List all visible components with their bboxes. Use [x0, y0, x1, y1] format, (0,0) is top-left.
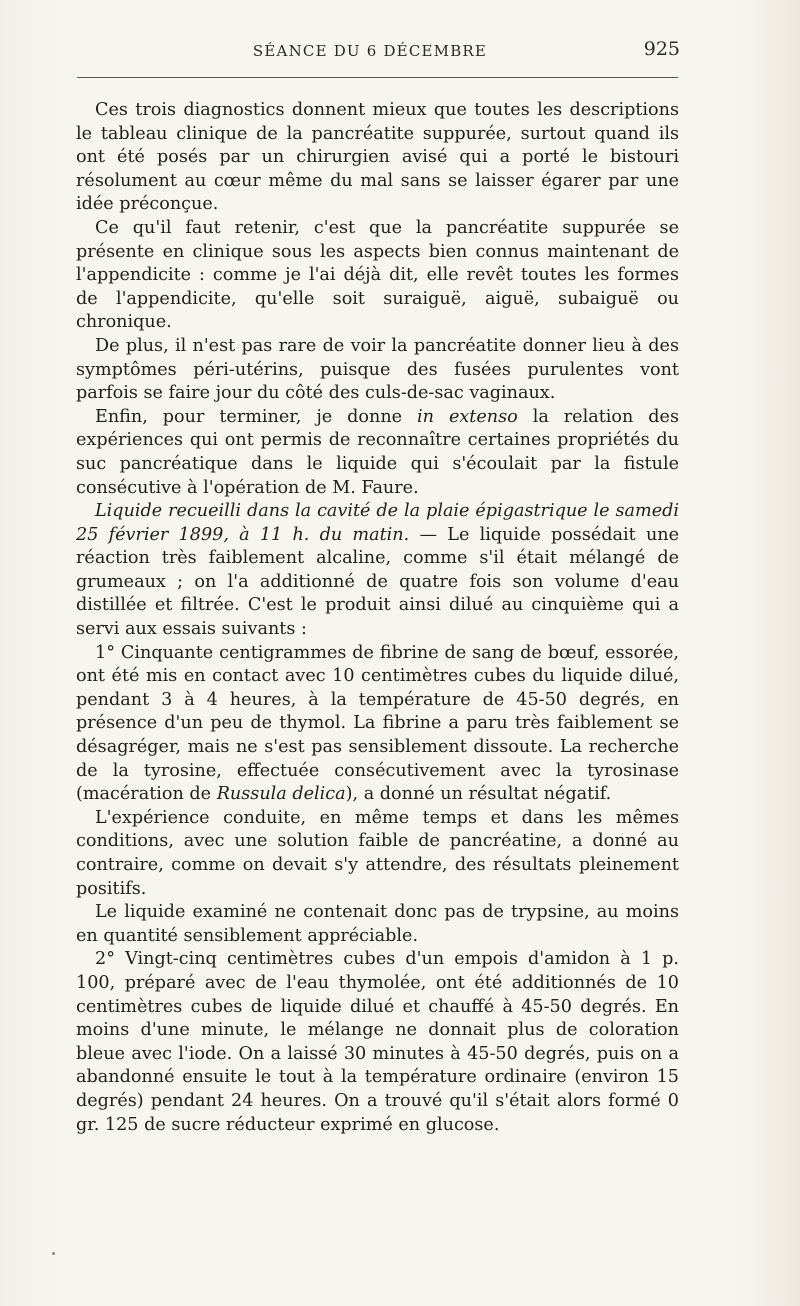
- in-extenso-phrase: in extenso: [417, 406, 518, 427]
- paragraph-experiences-text: Enfin, pour terminer, je donne: [95, 406, 403, 427]
- page-number: 925: [643, 38, 680, 60]
- paragraph-trypsine: Le liquide examiné ne contenait donc pas de trypsine, au moins en quantité sensiblement appréciable.: [76, 902, 679, 946]
- body-text: [76, 99, 679, 1137]
- fibrine-text: 1° Cinquante centigrammes de fibrine de sang de bœuf, essorée, ont été mis en contact avec 10 centimètres cubes du liquide dilué, pendant 3 à 4 heures, à la température de 45-50 degrés, en présence d'un peu de thymol. La fibrine a paru très faiblement se désagréger, mais ne s'est pas sensiblement dissoute. La recherche de la tyrosine, effectuée consécutivement avec la tyrosinase (macération de: [76, 642, 679, 805]
- paragraph-amidon: 2° Vingt-cinq centimètres cubes d'un empois d'amidon à 1 p. 100, préparé avec de l'eau thymolée, ont été additionnés de 10 centimètres cubes de liquide dilué et chauffé à 45-50 degrés. En moins d'une minute, le mélange ne donnait plus de coloration bleue avec l'iode. On a laissé 30 minutes à 45-50 degrés, puis on a abandonné ensuite le tout à la température ordinaire (environ 15 degrés) pendant 24 heures. On a trouvé qu'il s'était alors formé 0 gr. 125 de sucre réducteur exprimé en glucose.: [76, 949, 679, 1135]
- paragraph-fibrine: [76, 642, 679, 807]
- paragraph-experiences-continuation: la relation des expériences qui ont permis de reconnaître certaines propriétés du suc pancréatique dans le liquide qui s'écoulait par la fistule consécutive à l'opération de M. Faure.: [76, 406, 679, 498]
- russula-delica-name: Russula delica: [216, 784, 346, 805]
- paragraph-experiences: [76, 406, 679, 500]
- paragraph-experience-conduite: L'expérience conduite, en même temps et dans les mêmes conditions, avec une solution faible de pancréatine, a donné au contraire, comme on devait s'y attendre, des résultats pleinement positifs.: [76, 807, 679, 899]
- paragraph-diagnostics: Ces trois diagnostics donnent mieux que toutes les descriptions le tableau clinique de la pancréatite suppurée, surtout quand ils ont été posés par un chirurgien avisé qui a porté le bistouri résolument au cœur même du mal sans se laisser égarer par une idée préconçue.: [76, 100, 679, 215]
- page-speck: [52, 1252, 55, 1255]
- liquide-heading: Liquide recueilli dans la cavité de la plaie épigastrique le samedi 25 février 1899, à 11 h. du matin.: [76, 501, 679, 545]
- header-rule: [77, 77, 678, 78]
- liquide-text: — Le liquide possédait une réaction très faiblement alcaline, comme s'il était mélangé de grumeaux ; on l'a additionné de quatre fois son volume d'eau distillée et filtrée. C'est le produit ainsi dilué au cinquième qui a servi aux essais suivants :: [76, 524, 680, 640]
- paragraph-retenir: Ce qu'il faut retenir, c'est que la pancréatite suppurée se présente en clinique sous les aspects bien connus maintenant de l'appendicite : comme je l'ai déjà dit, elle revêt toutes les formes de l'appendicite, qu'elle soit suraiguë, aiguë, subaiguë ou chronique.: [76, 217, 679, 333]
- paragraph-liquide: [76, 500, 679, 642]
- page-header: [60, 36, 680, 76]
- fibrine-result: ), a donné un résultat négatif.: [345, 784, 612, 805]
- paragraph-symptomes: De plus, il n'est pas rare de voir la pancréatite donner lieu à des symptômes péri-utérins, puisque des fusées purulentes vont parfois se faire jour du côté des culs-de-sac vaginaux.: [76, 335, 679, 404]
- running-title: SÉANCE DU 6 DÉCEMBRE: [252, 42, 488, 60]
